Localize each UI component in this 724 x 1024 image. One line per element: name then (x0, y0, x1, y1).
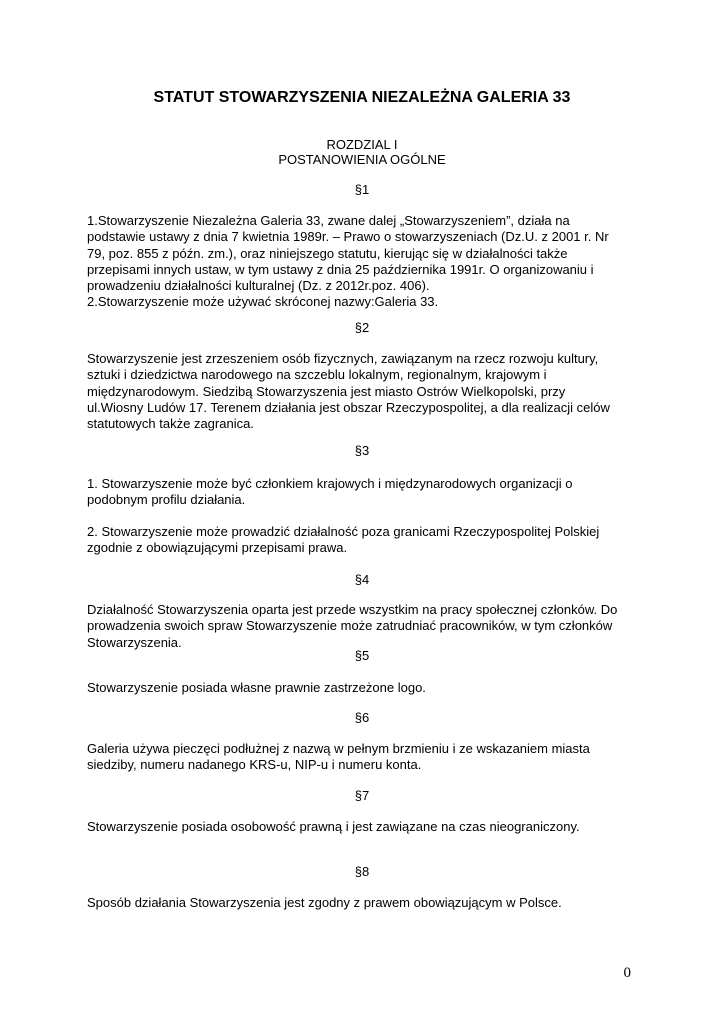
section-heading-1: §1 (354, 182, 370, 197)
text-line: Stowarzyszenie jest zrzeszeniem osób fizycznych, zawiązanym na rzecz rozwoju kultury, (87, 351, 599, 366)
section-heading-5: §5 (354, 648, 370, 663)
text-line: statutowych także zagranica. (87, 416, 254, 432)
section-8-paragraph (87, 895, 647, 911)
text-line: podstawie ustawy z dnia 7 kwietnia 1989r. – Prawo o stowarzyszeniach (Dz.U. z 2001 r. Nr (87, 229, 609, 245)
section-heading-4: §4 (354, 572, 370, 587)
text-line: 2.Stowarzyszenie może używać skróconej nazwy:Galeria 33. (87, 294, 439, 310)
section-heading-8: §8 (354, 864, 370, 879)
section-3-paragraph-1 (87, 476, 647, 509)
text-line: przepisami innych ustaw, w tym ustawy z dnia 25 października 1991r. O organizowaniu i (87, 261, 594, 277)
text-line: 79, poz. 855 z późn. zm.), oraz niniejszego statutu, kierując się w działalności także (87, 245, 568, 261)
text-line: zgodnie z obowiązującymi przepisami prawa. (87, 540, 348, 556)
chapter-name: POSTANOWIENIA OGÓLNE (278, 152, 446, 167)
document-title: STATUT STOWARZYSZENIA NIEZALEŻNA GALERIA 33 (153, 89, 571, 106)
section-2-paragraph (87, 351, 647, 432)
section-5-paragraph (87, 680, 647, 696)
text-line: Sposób działania Stowarzyszenia jest zgodny z prawem obowiązującym w Polsce. (87, 895, 562, 910)
page-number: 0 (623, 965, 631, 981)
section-heading-2: §2 (354, 320, 370, 335)
text-line: międzynarodowym. Siedzibą Stowarzyszenia jest miasto Ostrów Wielkopolski, przy (87, 383, 566, 399)
section-3-paragraph-2 (87, 524, 647, 557)
text-line: sztuki i dziedzictwa narodowego na szczeblu lokalnym, regionalnym, krajowym i (87, 367, 547, 383)
text-line: ul.Wiosny Ludów 17. Terenem działania jest obszar Rzeczypospolitej, a dla realizacji celów (87, 399, 610, 415)
text-line: prowadzenia swoich spraw Stowarzyszenie może zatrudniać pracowników, w tym członków (87, 618, 613, 634)
text-line: Działalność Stowarzyszenia oparta jest przede wszystkim na pracy społecznej członków. Do (87, 602, 618, 617)
text-line: prowadzeniu działalności kulturalnej (Dz. z 2012r.poz. 406). (87, 278, 430, 294)
chapter-label: ROZDZIAL I (326, 137, 398, 152)
section-heading-6: §6 (354, 710, 370, 725)
section-heading-7: §7 (354, 788, 370, 803)
text-line: siedziby, numeru nadanego KRS-u, NIP-u i numeru konta. (87, 757, 422, 773)
text-line: Stowarzyszenie posiada własne prawnie zastrzeżone logo. (87, 680, 426, 695)
text-line: Stowarzyszenia. (87, 634, 182, 650)
section-6-paragraph (87, 741, 647, 774)
text-line: podobnym profilu działania. (87, 492, 246, 508)
section-7-paragraph (87, 819, 647, 835)
text-line: Galeria używa pieczęci podłużnej z nazwą w pełnym brzmieniu i ze wskazaniem miasta (87, 741, 590, 756)
text-line: 1.Stowarzyszenie Niezależna Galeria 33, zwane dalej „Stowarzyszeniem”, działa na (87, 213, 570, 228)
text-line: 1. Stowarzyszenie może być członkiem krajowych i międzynarodowych organizacji o (87, 476, 573, 491)
section-heading-3: §3 (354, 443, 370, 458)
text-line: 2. Stowarzyszenie może prowadzić działalność poza granicami Rzeczypospolitej Polskiej (87, 524, 600, 539)
section-4-paragraph (87, 602, 647, 651)
text-line: Stowarzyszenie posiada osobowość prawną i jest zawiązane na czas nieograniczony. (87, 819, 580, 834)
section-1-paragraph (87, 213, 647, 311)
